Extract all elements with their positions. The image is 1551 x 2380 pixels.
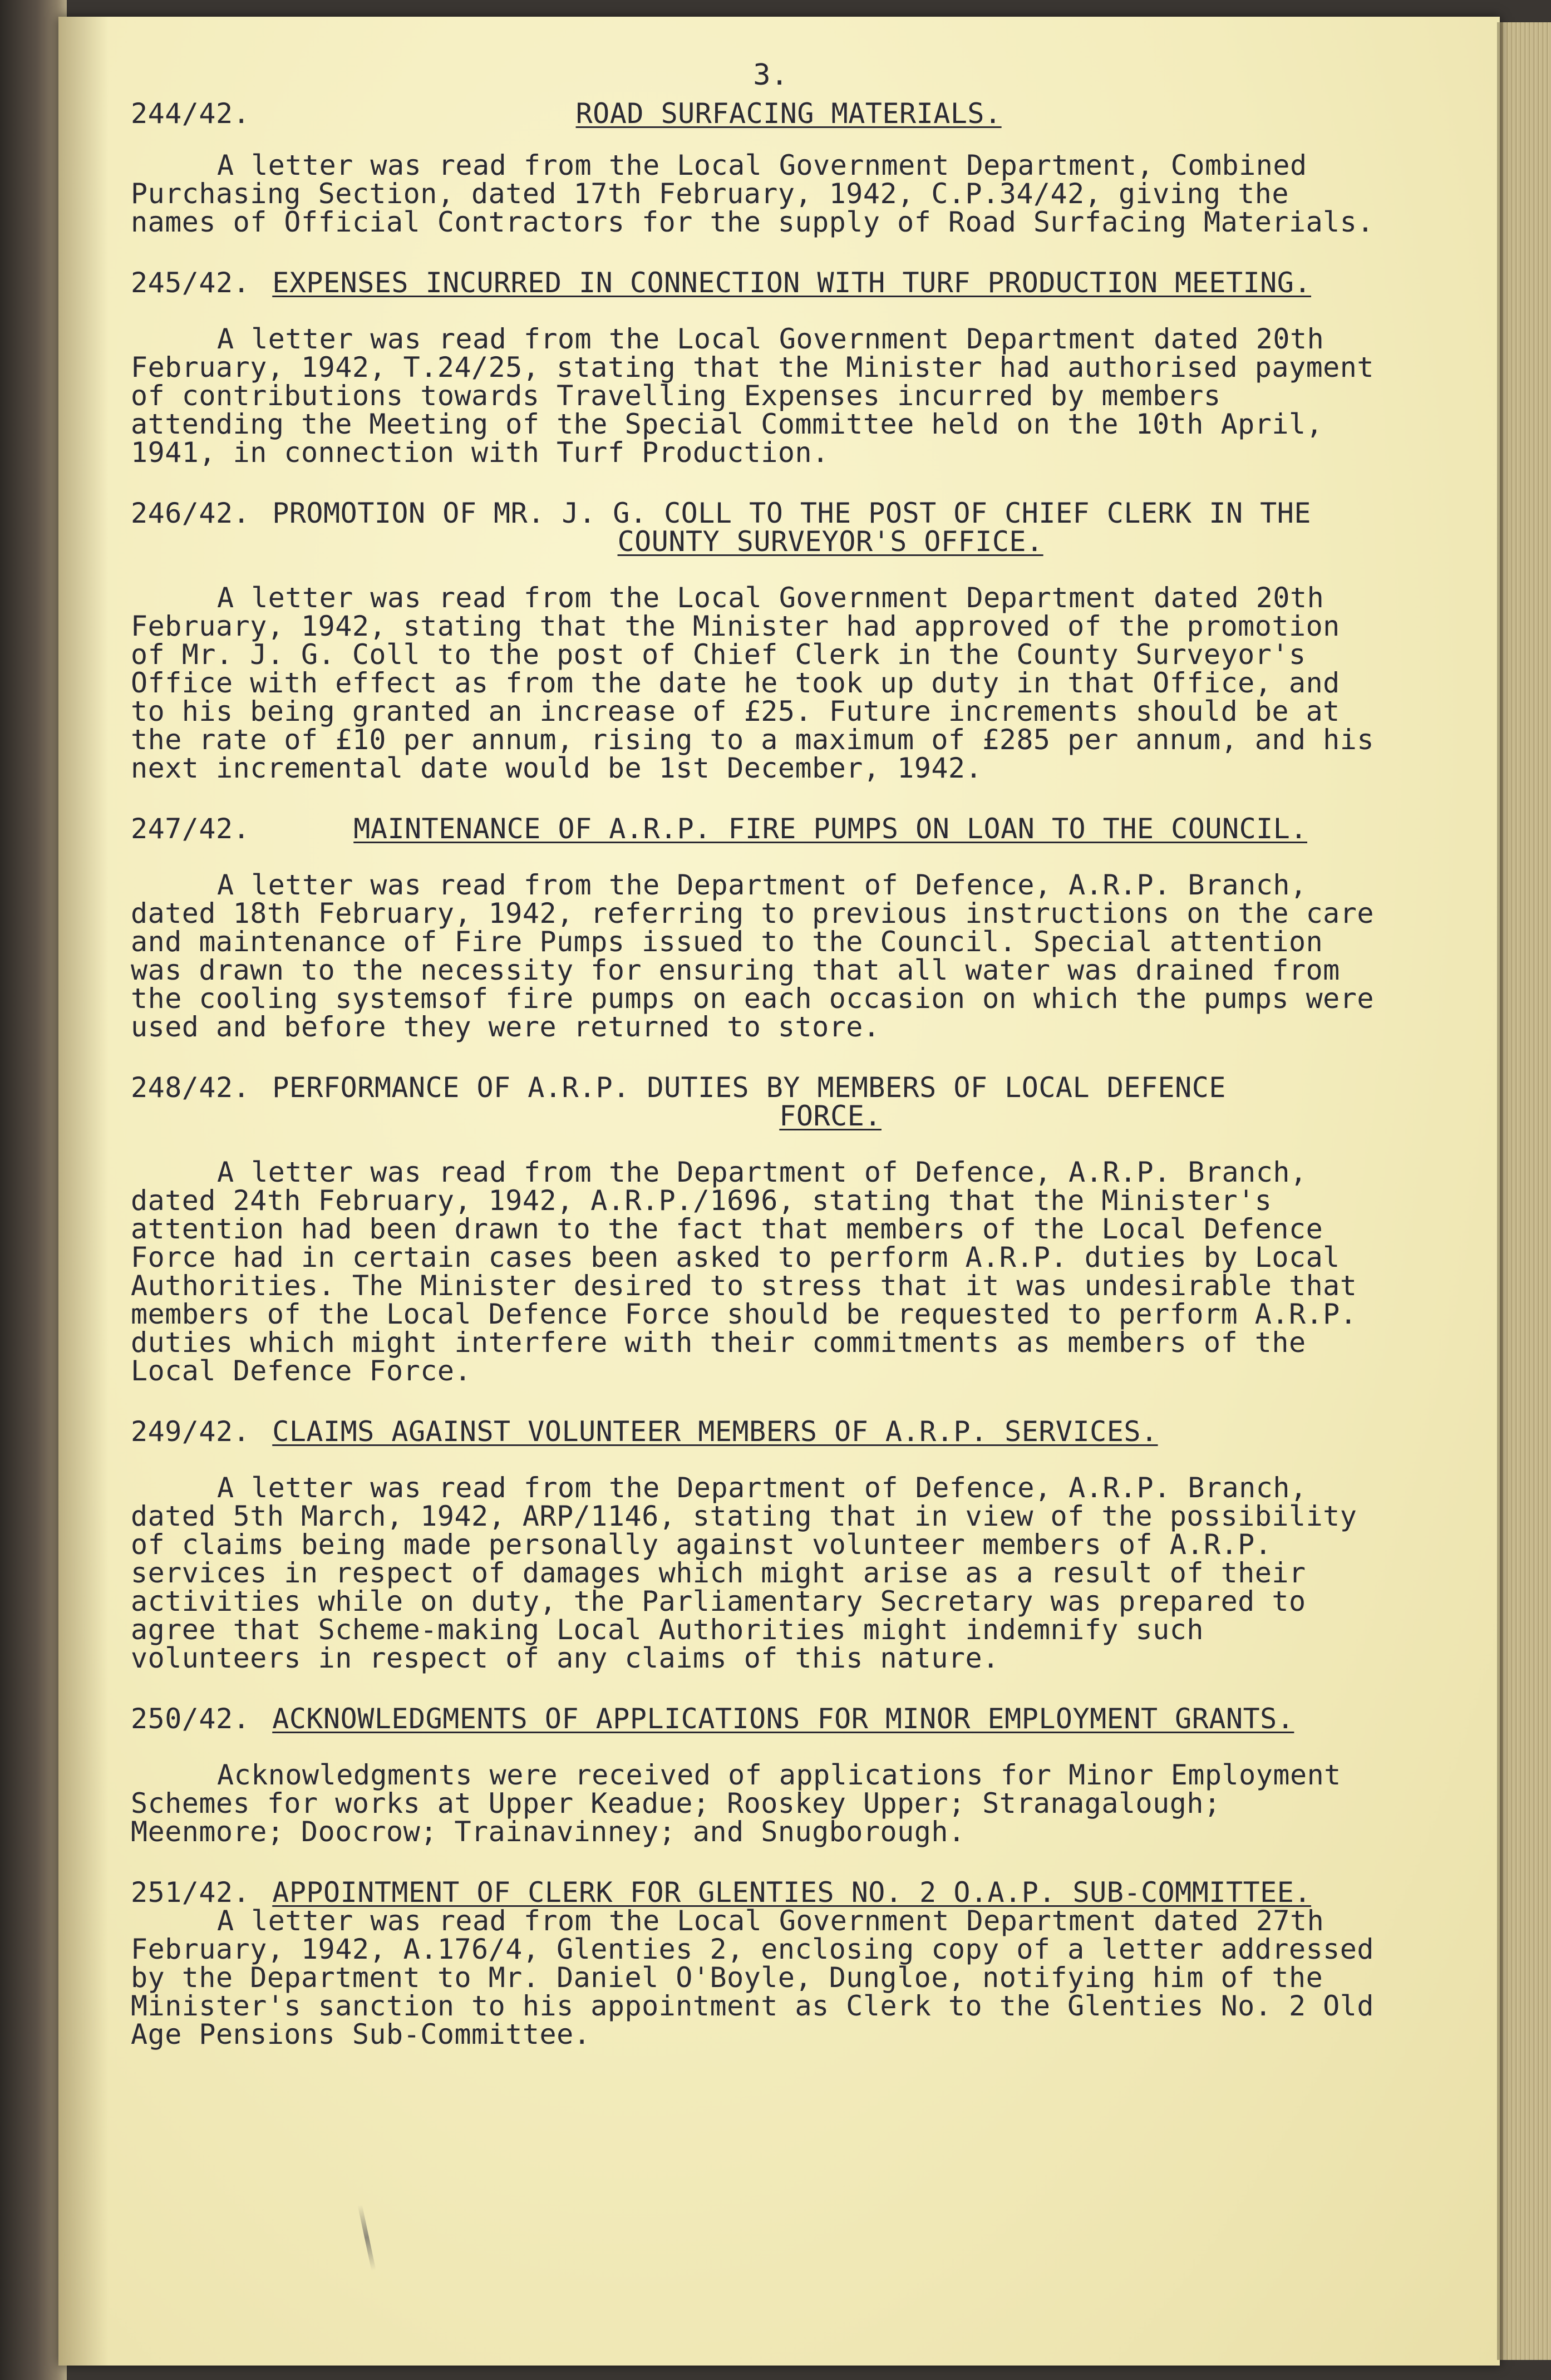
- minutes-content: [131, 58, 1388, 2081]
- page-stack-edge: [1500, 22, 1551, 2360]
- item-title-line-1: PROMOTION OF MR. J. G. COLL TO THE POST OF CHIEF CLERK IN THE: [272, 497, 1311, 529]
- minute-item-244: [131, 97, 1388, 238]
- item-body: A letter was read from the Local Government Department dated 20th February, 1942, T.24/25, stating that the Minister had authorised payment of contributions towards Travelling Expenses incurred by members attending the Meeting of the Special Committee held on the 10th April, 1941, in connection with Turf Production.: [131, 323, 1374, 469]
- minute-item-246: [131, 499, 1388, 783]
- item-number: 244/42.: [131, 97, 250, 130]
- page-number: 3.: [753, 58, 789, 92]
- item-body: A letter was read from the Department of Defence, A.R.P. Branch, dated 24th February, 1942, A.R.P./1696, stating that the Minister's attention had been drawn to the fact that members of the Local Defence Force had in certain cases been asked to perform A.R.P. duties by Local Authorities. The Minister desired to stress that it was undesirable that members of the Local Defence Force should be requested to perform A.R.P. duties which might interfere with their commitments as members of the Local Defence Force.: [131, 1156, 1357, 1387]
- item-title: ROAD SURFACING MATERIALS.: [575, 97, 1002, 130]
- item-body: A letter was read from the Local Government Department, Combined Purchasing Section, dated 17th February, 1942, C.P.34/42, giving the names of Official Contractors for the supply of Road Surfacing Materials.: [131, 149, 1374, 238]
- item-heading: [131, 499, 1388, 556]
- minute-item-249: [131, 1415, 1388, 1674]
- item-body: A letter was read from the Local Government Department dated 20th February, 1942, stating that the Minister had approved of the promotion of Mr. J. G. Coll to the post of Chief Clerk in the County Surveyor's Office with effect as from the date he took up duty in that Office, and to his being granted an increase of £25. Future increments should be at the rate of £10 per annum, rising to a maximum of £285 per annum, and his next incremental date would be 1st December, 1942.: [131, 582, 1374, 784]
- item-number: 248/42.: [131, 1071, 250, 1104]
- minute-item-248: [131, 1071, 1388, 1387]
- item-heading: [131, 1876, 1388, 1909]
- item-body: Acknowledgments were received of applications for Minor Employment Schemes for works at Upper Keadue; Rooskey Upper; Stranagalough; Meenmore; Doocrow; Trainavinney; and Snugborough.: [131, 1759, 1341, 1848]
- page-edge-shadow: [1497, 22, 1503, 2360]
- item-title: EXPENSES INCURRED IN CONNECTION WITH TURF PRODUCTION MEETING.: [272, 267, 1311, 299]
- item-number: 251/42.: [131, 1876, 250, 1909]
- item-body: A letter was read from the Department of Defence, A.R.P. Branch, dated 18th February, 1942, referring to previous instructions on the care and maintenance of Fire Pumps issued to the Council. Special attention was drawn to the necessity for ensuring that all water was drained from the cooling systemsof fire pumps on each occasion on which the pumps were used and before they were returned to store.: [131, 869, 1374, 1043]
- item-number: 250/42.: [131, 1703, 250, 1735]
- item-body: A letter was read from the Local Government Department dated 27th February, 1942, A.176/4, Glenties 2, enclosing copy of a letter addressed by the Department to Mr. Daniel O'Boyle, Dungloe, notifying him of the Minister's sanction to his appointment as Clerk to the Glenties No. 2 Old Age Pensions Sub-Committee.: [131, 1905, 1374, 2050]
- item-title: [272, 499, 1388, 556]
- item-heading: [131, 815, 1388, 843]
- item-heading: [131, 269, 1388, 297]
- page-gutter-shadow: [58, 17, 109, 2366]
- item-heading: [131, 1705, 1388, 1733]
- item-title: CLAIMS AGAINST VOLUNTEER MEMBERS OF A.R.P. SERVICES.: [272, 1415, 1158, 1448]
- item-title: [272, 1071, 1388, 1132]
- item-number: 245/42.: [131, 267, 250, 299]
- minute-item-251: [131, 1876, 1388, 2050]
- item-number: 246/42.: [131, 497, 250, 529]
- book-binding-left: [0, 0, 67, 2380]
- item-title-line-1: PERFORMANCE OF A.R.P. DUTIES BY MEMBERS OF LOCAL DEFENCE: [272, 1071, 1226, 1104]
- item-title: APPOINTMENT OF CLERK FOR GLENTIES NO. 2 O.A.P. SUB-COMMITTEE.: [272, 1876, 1311, 1909]
- item-title: ACKNOWLEDGMENTS OF APPLICATIONS FOR MINOR EMPLOYMENT GRANTS.: [272, 1703, 1294, 1735]
- minute-item-250: [131, 1705, 1388, 1846]
- item-number: 249/42.: [131, 1415, 250, 1448]
- item-title-line-2: COUNTY SURVEYOR'S OFFICE.: [617, 525, 1043, 558]
- item-heading: [131, 1415, 1388, 1448]
- item-title: MAINTENANCE OF A.R.P. FIRE PUMPS ON LOAN TO THE COUNCIL.: [353, 813, 1307, 845]
- item-number: 247/42.: [131, 813, 250, 845]
- minute-item-245: [131, 269, 1388, 467]
- item-body: A letter was read from the Department of Defence, A.R.P. Branch, dated 5th March, 1942, ARP/1146, stating that in view of the possibility of claims being made personally against volunteer members of A.R.P. services in respect of damages which might arise as a result of their activities while on duty, the Parliamentary Secretary was prepared to agree that Scheme-making Local Authorities might indemnify such volunteers in respect of any claims of this nature.: [131, 1472, 1357, 1674]
- item-heading: [131, 97, 1388, 130]
- minute-item-247: [131, 815, 1388, 1041]
- item-heading: [131, 1071, 1388, 1132]
- item-title-line-2: FORCE.: [779, 1100, 882, 1132]
